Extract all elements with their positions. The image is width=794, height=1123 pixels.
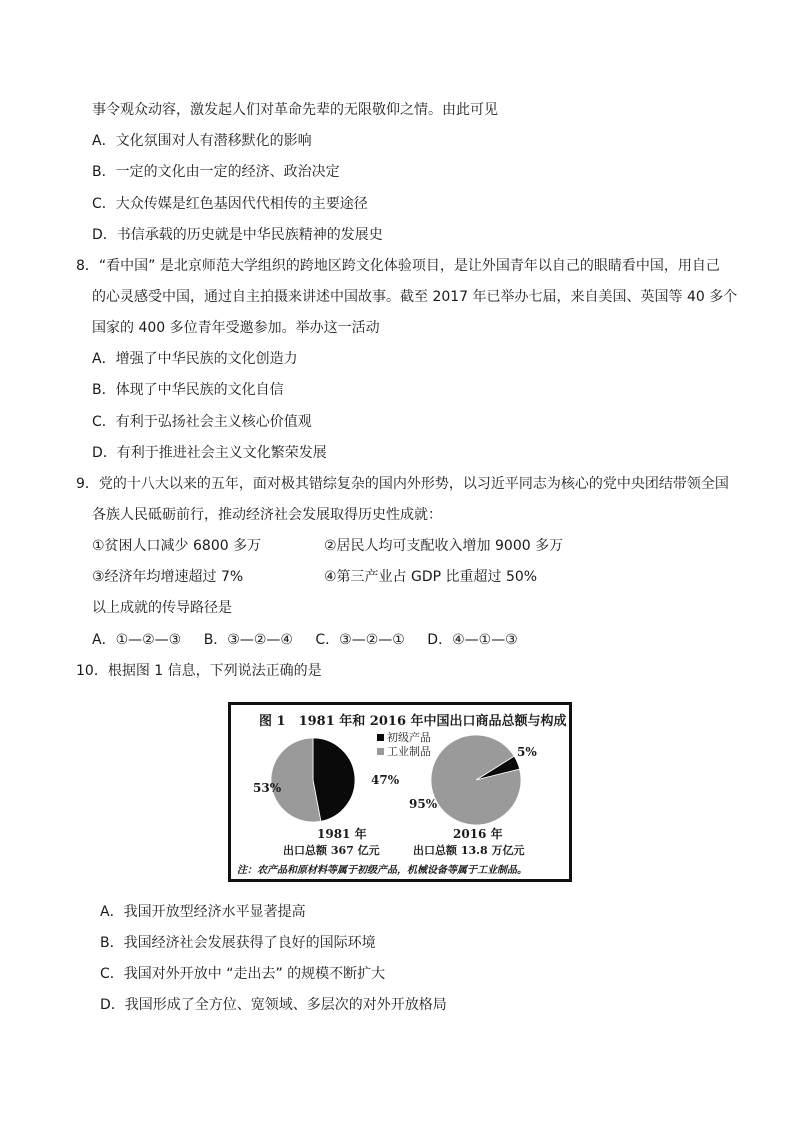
export-pie-figure bbox=[228, 702, 572, 882]
q9-choice-a: A．①—②—③ bbox=[92, 632, 182, 648]
q9-choice-d: D．④—①—③ bbox=[427, 632, 518, 648]
q9-question: 以上成就的传导路径是 bbox=[92, 600, 232, 616]
q9-choice-c: C．③—②—① bbox=[315, 632, 405, 648]
q9-stem-line-1: 9．党的十八大以来的五年，面对极其错综复杂的国内外形势，以习近平同志为核心的党中央团结带领全国 bbox=[76, 476, 729, 492]
legend-label-primary: 初级产品 bbox=[387, 731, 431, 744]
pie-2016-label-industrial: 95% bbox=[409, 797, 438, 811]
pie-2016-slice-industrial bbox=[431, 735, 521, 825]
q10-option-a: A．我国开放型经济水平显著提高 bbox=[100, 904, 306, 920]
figure-title: 图 1 1981 年和 2016 年中国出口商品总额与构成 bbox=[259, 714, 567, 729]
q8-option-c: C．有利于弘扬社会主义核心价值观 bbox=[92, 414, 312, 430]
pie-1981-year: 1981 年 bbox=[317, 827, 367, 841]
q10-option-d: D．我国形成了全方位、宽领域、多层次的对外开放格局 bbox=[100, 997, 447, 1013]
pie-1981-label-industrial: 53% bbox=[253, 781, 282, 795]
q8-stem-line-1: 8．“看中国” 是北京师范大学组织的跨地区跨文化体验项目，是让外国青年以自己的眼睛看中国，用自己 bbox=[76, 258, 720, 274]
q7-option-c: C．大众传媒是红色基因代代相传的主要途径 bbox=[92, 196, 368, 212]
q9-choices bbox=[92, 630, 536, 650]
q7-option-b: B．一定的文化由一定的经济、政治决定 bbox=[92, 164, 340, 180]
q8-stem-line-3: 国家的 400 多位青年受邀参加。举办这一活动 bbox=[92, 320, 380, 336]
q8-stem-line-2: 的心灵感受中国，通过自主拍摄来讲述中国故事。截至 2017 年已举办七届，来自美国、英国等 40 多个 bbox=[92, 289, 738, 305]
q7-option-d: D．书信承载的历史就是中华民族精神的发展史 bbox=[92, 227, 383, 243]
q7-stem-end: 事令观众动容，激发起人们对革命先辈的无限敬仰之情。由此可见 bbox=[92, 102, 498, 118]
q9-item-4: ④第三产业占 GDP 比重超过 50% bbox=[324, 569, 538, 585]
q8-option-d: D．有利于推进社会主义文化繁荣发展 bbox=[92, 445, 327, 461]
legend-label-industrial: 工业制品 bbox=[387, 745, 431, 758]
pie-2016-total: 出口总额 13.8 万亿元 bbox=[413, 844, 525, 857]
q9-item-2: ②居民人均可支配收入增加 9000 多万 bbox=[324, 538, 564, 554]
q9-choice-b: B．③—②—④ bbox=[203, 632, 293, 648]
q7-option-a: A．文化氛围对人有潜移默化的影响 bbox=[92, 133, 312, 149]
q9-stem-line-2: 各族人民砥砺前行，推动经济社会发展取得历史性成就： bbox=[92, 507, 442, 523]
pie-1981-total: 出口总额 367 亿元 bbox=[283, 844, 380, 857]
q8-option-b: B．体现了中华民族的文化自信 bbox=[92, 382, 284, 398]
q8-option-a: A．增强了中华民族的文化创造力 bbox=[92, 351, 298, 367]
q9-item-3: ③经济年均增速超过 7% bbox=[92, 569, 244, 585]
pie-2016-year: 2016 年 bbox=[453, 827, 503, 841]
q10-stem: 10．根据图 1 信息，下列说法正确的是 bbox=[76, 663, 322, 679]
pie-1981-slice-industrial bbox=[271, 738, 321, 822]
q10-option-b: B．我国经济社会发展获得了良好的国际环境 bbox=[100, 935, 376, 951]
pie-1981-slice-primary bbox=[313, 738, 355, 821]
pie-1981-label-primary: 47% bbox=[371, 773, 400, 787]
figure-note: 注：农产品和原材料等属于初级产品，机械设备等属于工业制品。 bbox=[237, 865, 527, 876]
q9-item-1: ①贫困人口减少 6800 多万 bbox=[92, 538, 262, 554]
q10-option-c: C．我国对外开放中 “走出去” 的规模不断扩大 bbox=[100, 966, 386, 982]
pie-2016-label-primary: 5% bbox=[517, 745, 537, 759]
